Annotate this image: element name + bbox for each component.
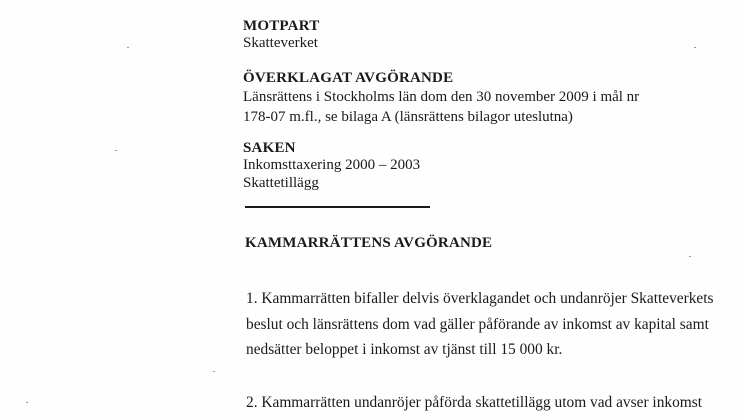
separator-rule xyxy=(245,206,430,208)
scan-speck xyxy=(694,47,696,48)
ruling-item-2-line: 2. Kammarrätten undanröjer påförda skattetillägg utom vad avser inkomst xyxy=(246,394,703,411)
counterparty-section xyxy=(243,17,319,53)
scan-speck xyxy=(115,150,117,151)
matter-line: Skattetillägg xyxy=(243,174,319,191)
counterparty-name: Skatteverket xyxy=(243,35,318,51)
scan-speck xyxy=(26,402,28,403)
counterparty-heading: MOTPART xyxy=(243,18,320,34)
ruling-item-2 xyxy=(246,390,702,416)
matter-heading: SAKEN xyxy=(243,140,296,156)
matter-section xyxy=(243,139,420,192)
ruling-heading-block xyxy=(245,234,492,252)
appealed-decision-line: Länsrättens i Stockholms län dom den 30 november 2009 i mål nr xyxy=(243,89,640,105)
appealed-decision-section xyxy=(243,69,639,127)
scan-speck xyxy=(127,47,129,48)
appealed-decision-line: 178-07 m.fl., se bilaga A (länsrättens bilagor uteslutna) xyxy=(243,109,573,125)
matter-line: Inkomsttaxering 2000 – 2003 xyxy=(243,157,421,173)
ruling-item-1-line: nedsätter beloppet i inkomst av tjänst till 15 000 kr. xyxy=(246,341,563,358)
ruling-item-1-line: beslut och länsrättens dom vad gäller påförande av inkomst av kapital samt xyxy=(246,315,709,333)
scan-speck xyxy=(213,371,215,372)
ruling-item-1 xyxy=(246,286,714,363)
ruling-heading: KAMMARRÄTTENS AVGÖRANDE xyxy=(245,235,493,251)
appealed-decision-heading: ÖVERKLAGAT AVGÖRANDE xyxy=(243,70,454,86)
scan-speck xyxy=(689,256,691,257)
ruling-item-1-line: 1. Kammarrätten bifaller delvis överklagandet och undanröjer Skatteverkets xyxy=(246,290,714,307)
